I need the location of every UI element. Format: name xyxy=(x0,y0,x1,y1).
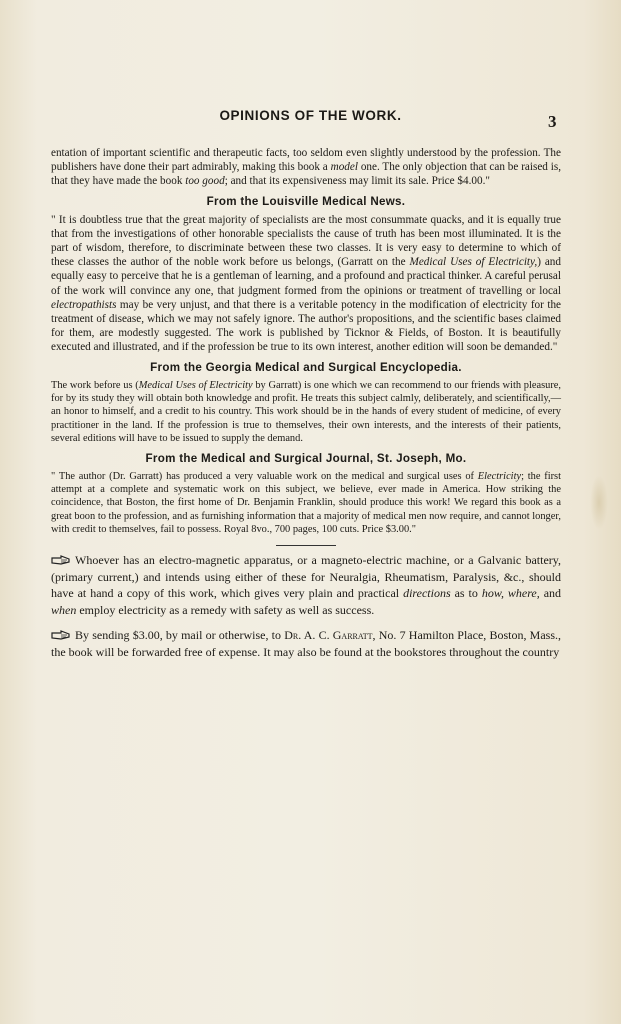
ordering-notice: By sending $3.00, by mail or otherwise, to Dr. A. C. Garratt, No. 7 Hamilton Place, Boston, Mass., the book will be forwarded free of expense. It may also be found at the bookstores throughout the country xyxy=(51,627,562,659)
page-body xyxy=(51,146,561,668)
st-joseph-heading: From the Medical and Surgical Journal, St. Joseph, Mo. xyxy=(145,451,467,465)
running-head: OPINIONS OF THE WORK. xyxy=(219,108,402,123)
apparatus-notice: Whoever has an electro-magnetic apparatus, or a magneto-electric machine, or a Galvanic battery, (primary current,) and intends using either of these for Neuralgia, Rheumatism, Paralysis, &c., should have at hand a copy of this work, which gives very plain and practical directions as to how, where, and when employ electricity as a remedy with safety as well as success. xyxy=(51,552,562,618)
pointing-hand-icon xyxy=(51,630,70,640)
georgia-heading: From the Georgia Medical and Surgical Encyclopedia. xyxy=(150,360,462,374)
georgia-review: The work before us (Medical Uses of Electricity by Garratt) is one which we can recommend to our friends with pleasure, for by its study they will obtain both knowledge and profit. He treats this subject calmly, deliberately, and scientifically,—an honor to himself, and a credit to his country. This work should be in the hands of every student of medicine, of every practitioner in the land. If the profession is true to themselves, their own interests, and the interests of their patients, several editions will have to be issued to supply the demand. xyxy=(51,379,561,445)
intro-paragraph: entation of important scientific and therapeutic facts, too seldom even slightly understood by the profession. The publishers have done their part admirably, making this book a model one. The only objection that can be raised is, that they have made the book too good; and that its expensiveness may limit its sale. Price $4.00." xyxy=(51,147,562,188)
page-number: 3 xyxy=(548,112,557,131)
pointing-hand-icon xyxy=(51,555,70,565)
section-divider xyxy=(276,545,336,546)
louisville-heading: From the Louisville Medical News. xyxy=(206,194,406,208)
louisville-review: " It is doubtless true that the great majority of specialists are the most consummate quacks, and it is equally true that from the investigations of other honorable specialists the cause of truth has been most illuminated. It is the part of wisdom, therefore, to discriminate between these two classes. It is very easy to determine to which of these classes the author of the noble work before us belongs, (Garratt on the Medical Uses of Electricity,) and equally easy to perceive that he is a gentleman of learning, and a profound and practical thinker. A careful perusal of the work will convince any one, that judgment formed from the opinions or treatment of travelling or local electropathists may be very unjust, and that there is a veritable potency in the modification of electricity for the treatment of disease, which we may not safely ignore. The author's propositions, and the scientific bases claimed for them, are modestly suggested. The work is published by Ticknor & Fields, of Boston. It is beautifully executed and illustrated, and if the profession be true to its own interest, another edition will soon be demanded." xyxy=(51,213,561,354)
st-joseph-review: " The author (Dr. Garratt) has produced a very valuable work on the medical and surgical uses of Electricity; the first attempt at a complete and systematic work on this subject, we believe, ever made in America. How striking the coincidence, that Boston, the first home of Dr. Benjamin Franklin, should produce this work! We regard this book as a great boon to the profession, and as furnishing information that a majority of medical men now require, and cannot longer, with credit to themselves, fail to possess. Royal 8vo., 700 pages, 100 cuts. Price $3.00." xyxy=(51,470,561,536)
paper-stain xyxy=(590,475,608,530)
